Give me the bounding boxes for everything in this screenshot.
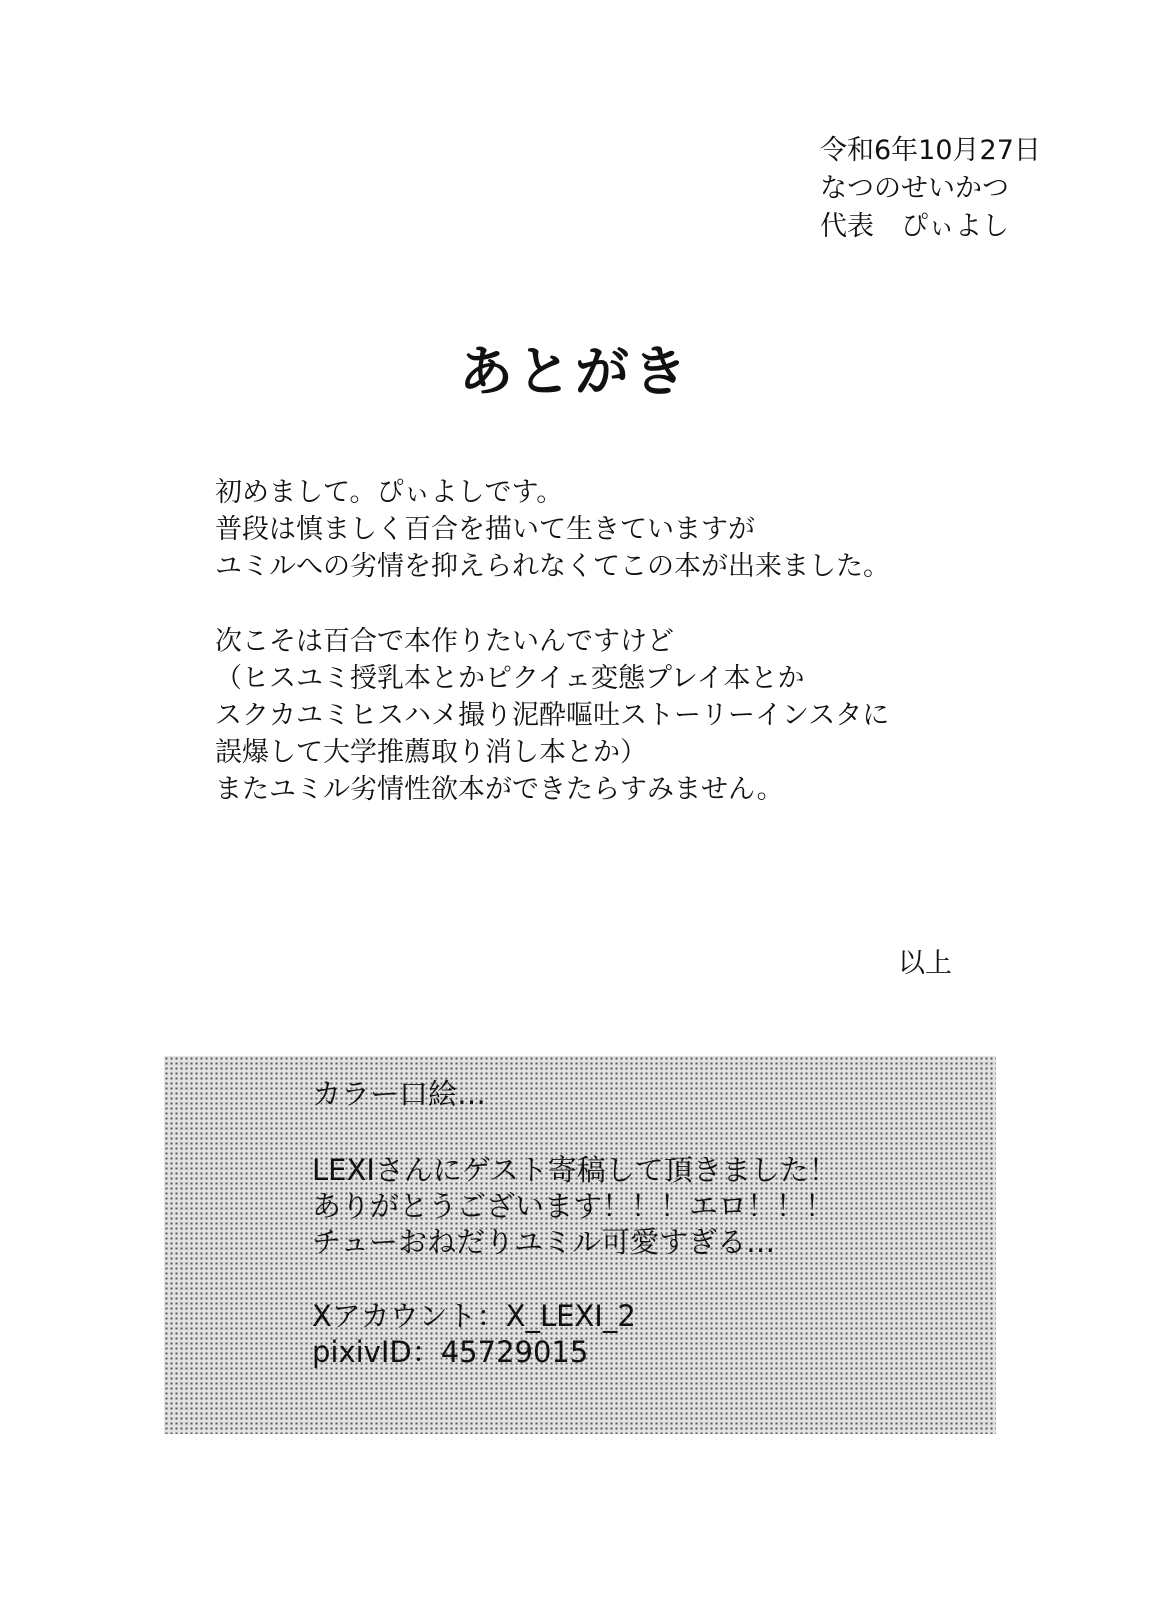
page-title: あとがき <box>459 339 691 403</box>
afterword-body <box>215 474 1115 846</box>
date-line: 令和6年10月27日 <box>820 135 1041 166</box>
body-line: 次こそは百合で本作りたいんですけど <box>215 626 674 657</box>
body-line: またユミル劣情性欲本ができたらすみません。 <box>215 774 784 805</box>
pixiv-id: pixivID：45729015 <box>312 1335 589 1369</box>
closing-mark: 以上 <box>898 948 952 979</box>
body-line: 初めまして。ぴぃよしです。 <box>215 477 564 508</box>
guest-credit-box <box>164 1056 996 1434</box>
paragraph-2 <box>215 623 1115 808</box>
body-line: ユミルへの劣情を抑えられなくてこの本が出来ました。 <box>215 551 890 582</box>
representative-line: 代表 ぴぃよし <box>820 211 1009 242</box>
guest-message-line: チューおねだりユミル可愛すぎる… <box>312 1225 776 1259</box>
guest-message <box>312 1152 972 1260</box>
body-line: 誤爆して大学推薦取り消し本とか） <box>215 737 647 768</box>
body-line: スクカユミヒスハメ撮り泥酔嘔吐ストーリーインスタに <box>215 700 890 731</box>
paragraph-1 <box>215 474 1115 585</box>
body-line: 普段は慎ましく百合を描いて生きていますが <box>215 514 755 545</box>
guest-message-line: LEXIさんにゲスト寄稿して頂きました！ <box>312 1153 838 1187</box>
guest-heading: カラー口絵… <box>312 1077 487 1111</box>
x-account: Xアカウント：X_LEXI_2 <box>312 1299 636 1333</box>
guest-credit-content <box>312 1076 972 1370</box>
header-block <box>820 132 1120 246</box>
guest-message-line: ありがとうございます！！！エロ！！！ <box>312 1189 835 1223</box>
body-line: （ヒスユミ授乳本とかピクイェ変態プレイ本とか <box>215 663 805 694</box>
guest-contacts <box>312 1298 972 1370</box>
circle-name: なつのせいかつ <box>820 173 1009 204</box>
